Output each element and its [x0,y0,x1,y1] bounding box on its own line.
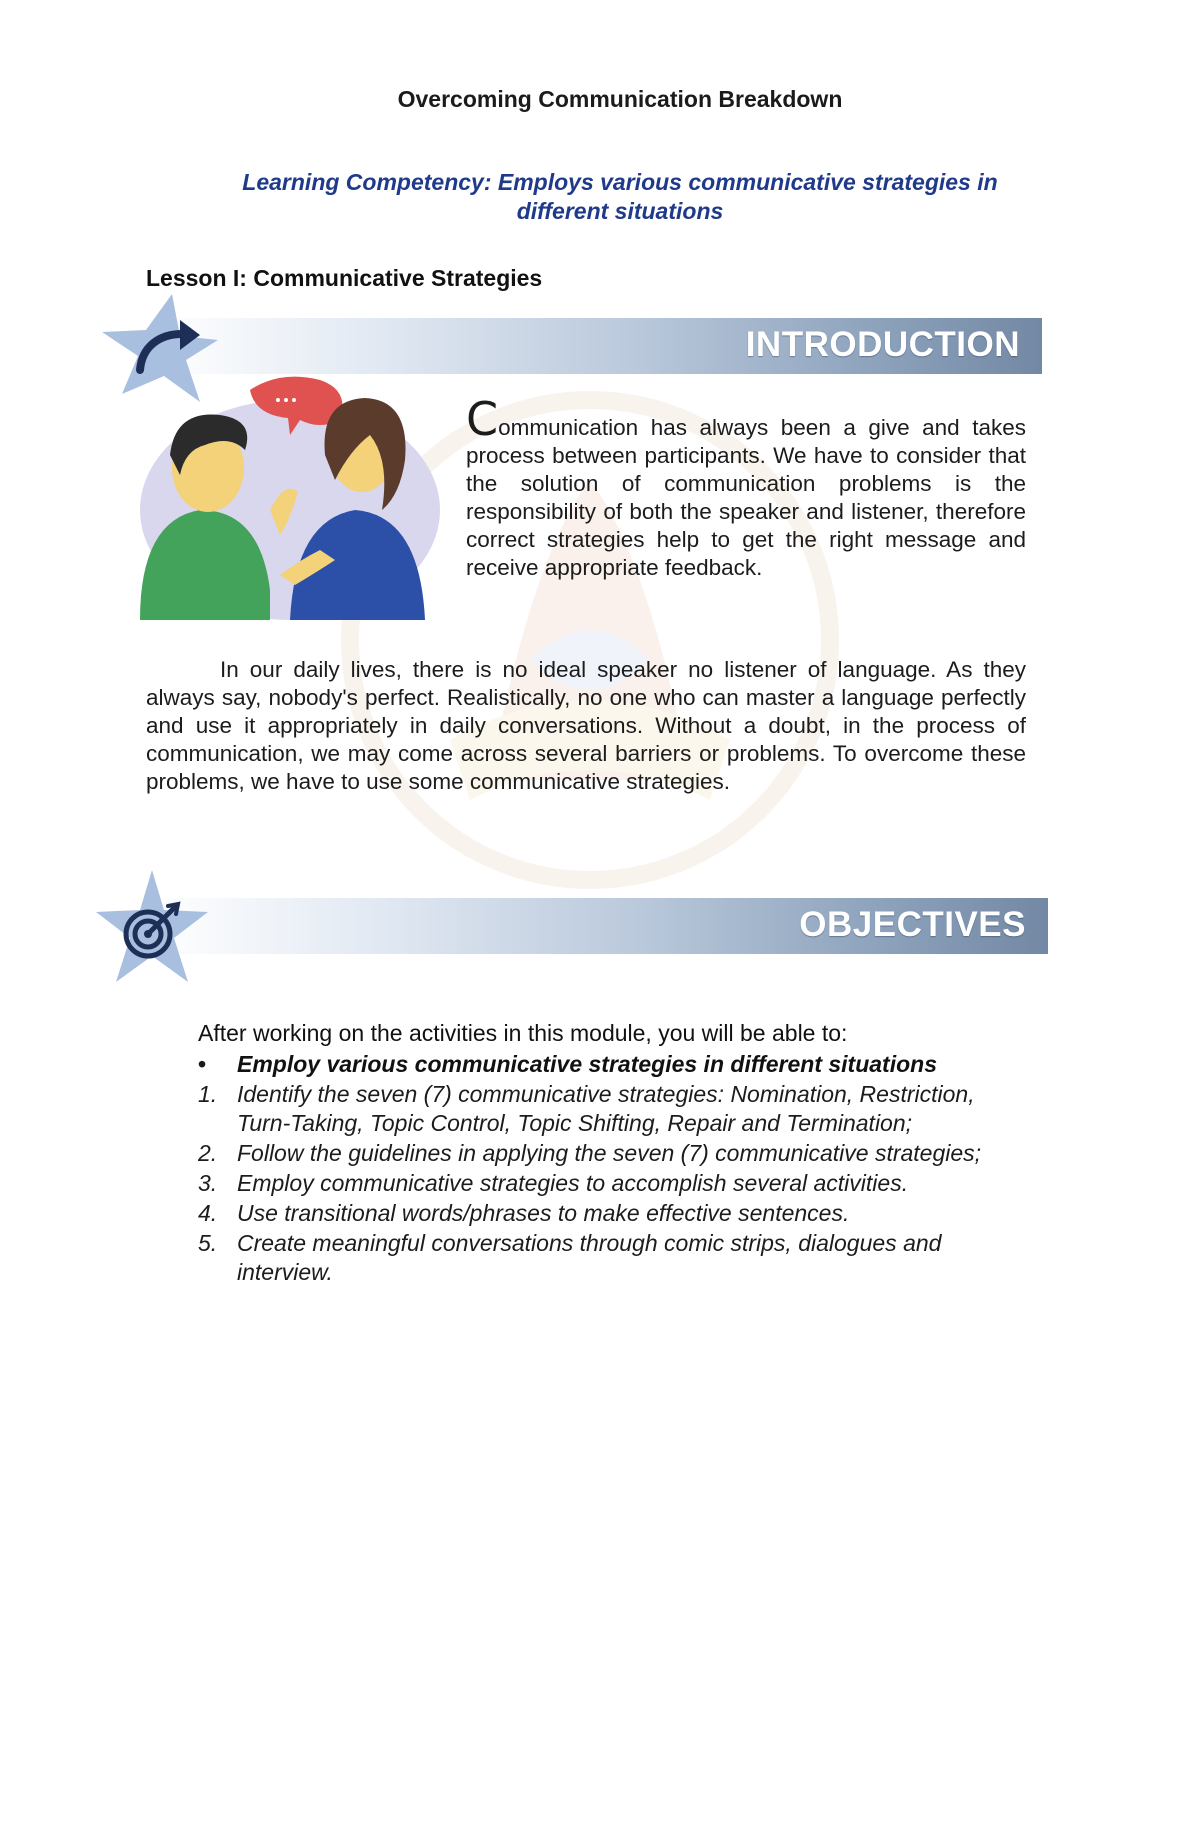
objective-number: 1. [198,1081,218,1107]
introduction-paragraph-2: In our daily lives, there is no ideal speaker no listener of language. As they always say, nobody's perfect. Realistically, no one who can master a language perfectly and use it appropriately in daily conversations. Without a doubt, in the process of communication, we may come across several barriers or problems. To overcome these problems, we have to use some communicative strategies. [146,657,1026,794]
document-title: Overcoming Communication Breakdown [397,86,843,112]
objective-text: Identify the seven (7) communicative strategies: Nomination, Restriction, Turn-Taking, Topic Control, Topic Shifting, Repair and Termination; [237,1081,975,1136]
objective-item [198,1139,1028,1168]
objective-item [198,1229,1028,1287]
drop-cap-letter: C [466,392,499,446]
objective-item [198,1169,1028,1198]
objective-bullet-text: Employ various communicative strategies in different situations [237,1051,937,1077]
objective-text: Follow the guidelines in applying the seven (7) communicative strategies; [237,1140,982,1166]
objectives-list [198,1050,1028,1288]
introduction-paragraph-1-text: ommunication has always been a give and takes process between participants. We have to consider that the solution of communication problems is the responsibility of both the speaker and listener, therefore correct strategies help to get the right message and receive appropriate feedback. [466,415,1026,580]
objective-bullet [198,1050,1028,1079]
objective-text: Create meaningful conversations through comic strips, dialogues and interview. [237,1230,942,1285]
objectives-star-badge [92,868,212,988]
objective-item [198,1080,1028,1138]
objective-text: Employ communicative strategies to accomplish several activities. [237,1170,909,1196]
objective-number: 4. [198,1200,218,1226]
objectives-lead: After working on the activities in this module, you will be able to: [198,1020,848,1046]
objective-number: 2. [198,1140,218,1166]
objective-number: 3. [198,1170,218,1196]
objective-number: 5. [198,1230,218,1256]
objectives-banner [150,898,1048,954]
bullet-marker: • [198,1051,207,1077]
objective-item [198,1199,1028,1228]
objective-text: Use transitional words/phrases to make effective sentences. [237,1200,850,1226]
learning-competency: Learning Competency: Employs various communicative strategies in different situations [242,169,998,224]
lesson-title: Lesson I: Communicative Strategies [146,265,543,291]
objectives-heading: OBJECTIVES [799,905,1026,944]
two-people-talking-illustration [120,360,450,620]
introduction-paragraph-1 [466,392,1026,582]
introduction-heading: INTRODUCTION [745,325,1020,364]
